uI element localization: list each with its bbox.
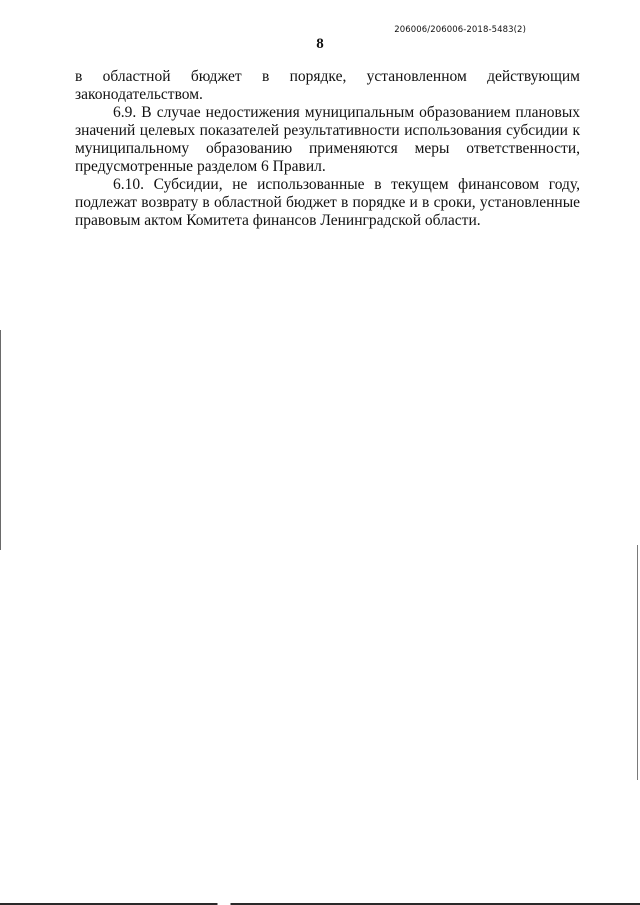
paragraph-clause-6-9: 6.9. В случае недостижения муниципальным образованием плановых значений целевых показателей результативности использования субсидии к муниципальному образованию применяются меры ответственности, предусмотренные разделом 6 Правил. (75, 104, 580, 175)
paragraph-continuation: в областной бюджет в порядке, установленном действующим законодательством. (75, 68, 580, 103)
scan-edge-right (637, 545, 638, 780)
document-id: 206006/206006-2018-5483(2) (394, 25, 526, 35)
page-number: 8 (316, 36, 324, 52)
scan-edge-left (0, 330, 1, 550)
paragraph-clause-6-10: 6.10. Субсидии, не использованные в текущем финансовом году, подлежат возврату в областной бюджет в порядке и в сроки, установленные правовым актом Комитета финансов Ленинградской области. (75, 176, 580, 229)
document-body (75, 68, 580, 230)
